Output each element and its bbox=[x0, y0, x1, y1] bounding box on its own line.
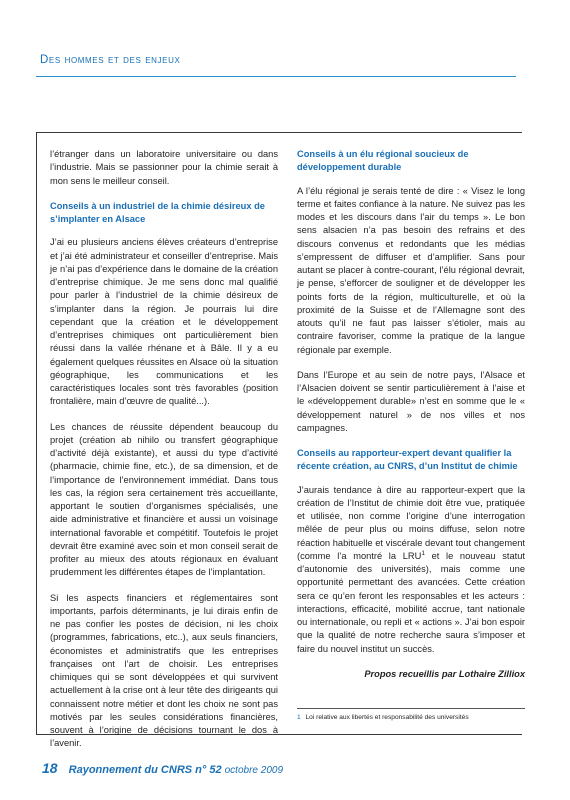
issue-date: octobre 2009 bbox=[224, 765, 284, 776]
left-paragraph-1: J’ai eu plusieurs anciens élèves créateurs d’entreprise et j’ai été administrateur et conseiller d’entreprise. Mais je n’ai pas d’expérience dans le domaine de la création d’entreprise chimique. Je me sens donc mal qualifié pour parler à l’industriel de la chimie désireux de s’implanter dans la région. Je pourrais lui dire cependant que la création et le développement d’entreprises chimiques ont particulièrement bien réussi dans la vallée rhénane et à Bâle. Il y a eu également quelques réussites en Alsace où la situation géographique, les communications et les caractéristiques locales sont très favorables (position frontalière, main d’œuvre de qualité...). bbox=[50, 237, 278, 407]
left-paragraph-0: l’étranger dans un laboratoire universitaire ou dans l’industrie. Mais se passionner pour la chimie serait à mon sens le meilleur conseil. bbox=[50, 149, 278, 186]
section-header bbox=[36, 50, 516, 77]
heading-elu-regional: Conseils à un élu régional soucieux de développement durable bbox=[297, 149, 469, 173]
left-paragraph-3: Si les aspects financiers et réglementaires sont importants, parfois déterminants, je lui dirais enfin de ne pas confier les postes de décision, ni les choix (programmes, fabrications, etc..), aux seuls financiers, économistes et administratifs que les entreprises françaises ont l’art de choisir. Les entreprises chimiques qui se sont développées et qui survivent actuellement à la crise ont à leur tête des dirigeants qui connaissent notre métier et dont les choix ne sont pas motivés par les seules considérations financières, souvent à l’origine de décisions tournant le dos à l’avenir. bbox=[50, 592, 278, 749]
signature: Propos recueillis par Lothaire Zilliox bbox=[364, 668, 525, 679]
frame-left-rule bbox=[36, 132, 37, 734]
heading-rapporteur-expert: Conseils au rapporteur-expert devant qualifier la récente création, au CNRS, d’un Institut de chimie bbox=[297, 448, 518, 472]
footnote-reference: 1 bbox=[421, 549, 425, 557]
heading-industriel: Conseils à un industriel de la chimie désireux de s’implanter en Alsace bbox=[50, 200, 265, 224]
right-paragraph-3-part-a: J’aurais tendance à dire au rapporteur-expert que la création de l’Institut de chimie doit être vue, pratiquée et utilisée, non comme l’origine d’une interrogation mêlée de peur plus ou moins diffuse, selon notre réaction habituelle et viscérale devant tout changement (comme l’a montré la LRU bbox=[297, 484, 525, 561]
footnote-text: Loi relative aux libertés et responsabilité des universités bbox=[305, 714, 469, 721]
right-paragraph-2: Dans l’Europe et au sein de notre pays, l’Alsace et l’Alsacien doivent se sentir particulièrement à l’aise et le «développement durable» n’est en somme que le « développement naturel » de nos villes et nos campagnes. bbox=[297, 369, 525, 433]
page-footer bbox=[42, 760, 283, 776]
page-number: 18 bbox=[42, 760, 58, 776]
left-paragraph-2: Les chances de réussite dépendent beaucoup du projet (création ab nihilo ou transfert géographique d’activité déjà existante), et aussi du type d’activité (pharmacie, chimie fine, etc.), de sa dimension, et de l’importance de l’environnement immédiat. Dans tous les cas, la région sera certainement très accueillante, apportant le soutien d’organismes spécialisés, une aide administrative et financière et aussi un voisinage international favorable et compétitif. Toutefois le projet devrait être examiné avec soin et mon conseil serait de profiter au mieux des atouts régionaux en évaluant prudemment les différentes étapes de l’implantation. bbox=[50, 421, 278, 578]
section-title: Des hommes et des enjeux bbox=[40, 54, 181, 66]
footnote-number: 1 bbox=[297, 714, 301, 721]
footnote bbox=[297, 708, 525, 722]
right-paragraph-3 bbox=[297, 484, 525, 656]
right-paragraph-3-part-b: et le nouveau statut d’autonomie des universités), mais comme une opportunité permettant des avancées. Cette création sera ce qu’en feront les responsables et les acteurs : interactions, efficacité, mobilité accrue, tant nationale ou internationale, ou repli et « actions ». J’ai bon espoir que la qualité de notre recherche saura s’imposer et faire du nouvel institut un succès. bbox=[297, 550, 525, 654]
right-column bbox=[297, 148, 525, 681]
right-paragraph-1: A l’élu régional je serais tenté de dire : « Visez le long terme et faites confiance à la nature. Ne suivez pas les modes et les discours dans l’air du temps ». Le bon sens alsacien n’a pas besoin des refrains et des discours convenus et redondants que les médias s’empressent de diffuser et d’amplifier. Sans pour autant se placer à contre-courant, l’élu régional devrait, je pense, s’efforcer de souligner et de développer les points forts de la région, multiculturelle, et où la proximité de la Suisse et de l’Allemagne sont des atouts qu’il ne faut pas laisser s’étioler, mais au contraire favoriser, comme la pratique de la langue régionale par exemple. bbox=[297, 185, 525, 355]
magazine-title: Rayonnement du CNRS n° 52 bbox=[68, 764, 222, 776]
left-column bbox=[50, 148, 278, 763]
